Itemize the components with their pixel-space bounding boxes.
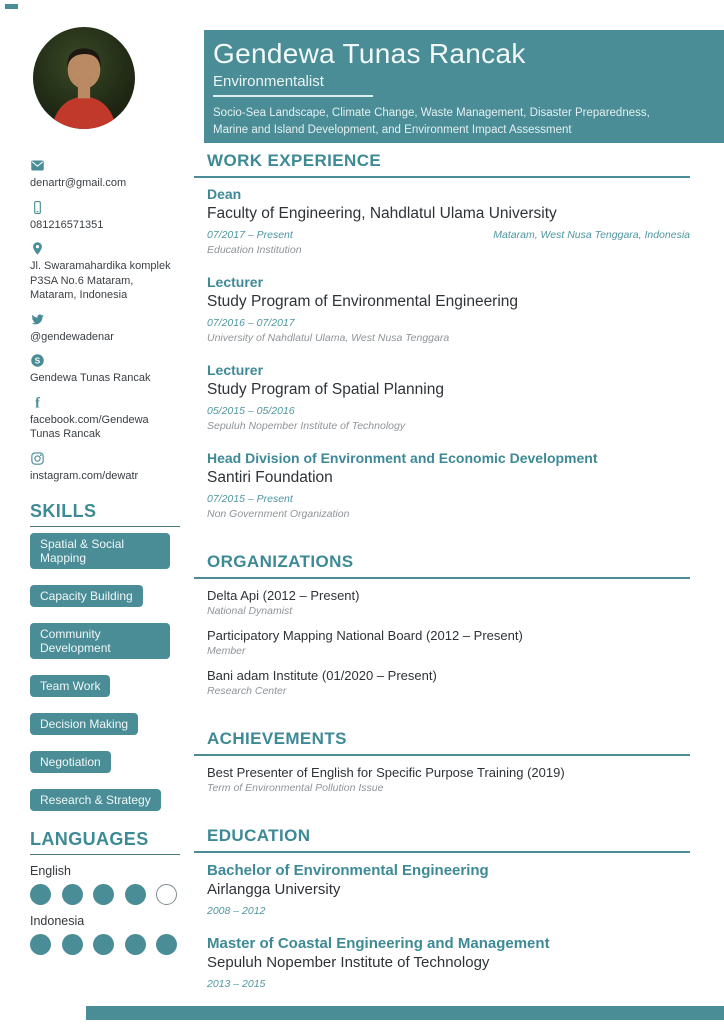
- skill-pill: Team Work: [30, 675, 110, 697]
- language-level-dots: [30, 884, 180, 905]
- job-organization: Santiri Foundation: [207, 469, 333, 486]
- main-column: [207, 150, 690, 1007]
- skills-heading: SKILLS: [30, 501, 180, 527]
- level-dot-filled: [30, 884, 51, 905]
- job-dates: 07/2016 – 07/2017: [207, 317, 295, 329]
- language-name: English: [30, 864, 71, 878]
- organization-name: Participatory Mapping National Board (2012 – Present): [207, 628, 523, 643]
- organization-role: Member: [207, 645, 246, 657]
- title-underline: [213, 95, 373, 97]
- instagram-icon: [30, 451, 45, 466]
- job-title: Lecturer: [207, 274, 264, 290]
- education-dates: 2008 – 2012: [207, 905, 266, 917]
- contact-instagram: [30, 451, 180, 484]
- address-text: Jl. Swaramahardika komplek P3SA No.6 Mataram, Mataram, Indonesia: [30, 260, 171, 301]
- skill-pill: Research & Strategy: [30, 789, 161, 811]
- level-dot-empty: [156, 884, 177, 905]
- contact-skype: [30, 353, 180, 386]
- contact-address: [30, 241, 180, 303]
- achievements-section: [207, 728, 690, 795]
- level-dot-filled: [125, 884, 146, 905]
- job-dates: 05/2015 – 05/2016: [207, 405, 295, 417]
- education-school: Sepuluh Nopember Institute of Technology: [207, 954, 490, 971]
- skill-pill: Spatial & Social Mapping: [30, 533, 170, 569]
- job-organization: Study Program of Environmental Engineering: [207, 293, 519, 310]
- skill-pill: Community Development: [30, 623, 170, 659]
- phone-text: 081216571351: [30, 218, 104, 231]
- language-name: Indonesia: [30, 914, 85, 928]
- skills-list: [30, 533, 180, 811]
- education-degree: Master of Coastal Engineering and Management: [207, 935, 550, 952]
- job-entry: [207, 274, 690, 345]
- instagram-text: instagram.com/dewatr: [30, 469, 139, 482]
- footer-bar: [86, 1006, 724, 1020]
- work-experience-heading: WORK EXPERIENCE: [194, 150, 690, 178]
- job-note: Education Institution: [207, 244, 302, 256]
- job-title: Lecturer: [207, 362, 264, 378]
- person-name: Gendewa Tunas Rancak: [213, 38, 526, 69]
- job-dates: 07/2017 – Present: [207, 229, 293, 241]
- job-organization: Faculty of Engineering, Nahdlatul Ulama University: [207, 205, 557, 222]
- language-level-dots: [30, 934, 180, 955]
- twitter-text: @gendewadenar: [30, 330, 114, 343]
- person-title: Environmentalist: [213, 73, 324, 90]
- skill-pill: Negotiation: [30, 751, 111, 773]
- job-location: Mataram, West Nusa Tenggara, Indonesia: [493, 229, 690, 241]
- organization-name: Bani adam Institute (01/2020 – Present): [207, 668, 437, 683]
- organization-entry: [207, 627, 690, 658]
- skill-pill: Capacity Building: [30, 585, 143, 607]
- profile-photo: [33, 27, 135, 129]
- achievement-name: Best Presenter of English for Specific Purpose Training (2019): [207, 765, 565, 780]
- job-title: Head Division of Environment and Economic Development: [207, 450, 598, 466]
- organizations-heading: ORGANIZATIONS: [194, 551, 690, 579]
- job-entry: [207, 362, 690, 433]
- languages-heading: LANGUAGES: [30, 829, 180, 855]
- organization-role: Research Center: [207, 685, 287, 697]
- job-organization: Study Program of Spatial Planning: [207, 381, 444, 398]
- education-section: [207, 825, 690, 991]
- corner-mark: [5, 4, 18, 9]
- level-dot-filled: [30, 934, 51, 955]
- svg-text:S: S: [34, 356, 41, 366]
- organizations-section: [207, 551, 690, 698]
- header-band: [204, 30, 724, 143]
- twitter-icon: [30, 312, 45, 327]
- contact-email: [30, 158, 180, 191]
- email-text: denartr@gmail.com: [30, 177, 127, 189]
- job-entry: [207, 186, 690, 257]
- phone-icon: [30, 200, 45, 215]
- job-dates: 07/2015 – Present: [207, 493, 293, 505]
- job-note: Non Government Organization: [207, 508, 350, 520]
- job-entry: [207, 450, 690, 521]
- education-dates: 2013 – 2015: [207, 978, 266, 990]
- level-dot-filled: [62, 884, 83, 905]
- organization-entry: [207, 667, 690, 698]
- organization-role: National Dynamist: [207, 605, 293, 617]
- location-icon: [30, 241, 45, 256]
- job-title: Dean: [207, 186, 242, 202]
- sidebar: [30, 152, 180, 955]
- education-heading: EDUCATION: [194, 825, 690, 853]
- summary-text: Socio-Sea Landscape, Climate Change, Waste Management, Disaster Preparedness, Marine and Island Development, and Environment Impact Assessment: [213, 107, 650, 136]
- level-dot-filled: [93, 884, 114, 905]
- language-item: [30, 913, 180, 955]
- person-portrait-placeholder: [33, 27, 135, 129]
- level-dot-filled: [125, 934, 146, 955]
- achievements-heading: ACHIEVEMENTS: [194, 728, 690, 756]
- level-dot-filled: [93, 934, 114, 955]
- organization-name: Delta Api (2012 – Present): [207, 588, 360, 603]
- achievement-entry: [207, 764, 690, 795]
- education-degree: Bachelor of Environmental Engineering: [207, 862, 489, 879]
- education-entry: [207, 861, 690, 918]
- facebook-text: facebook.com/Gendewa Tunas Rancak: [30, 413, 149, 440]
- work-experience-section: [207, 150, 690, 521]
- achievement-note: Term of Environmental Pollution Issue: [207, 782, 384, 794]
- skype-icon: [30, 353, 45, 368]
- job-note: University of Nahdlatul Ulama, West Nusa Tenggara: [207, 332, 450, 344]
- contact-twitter: [30, 312, 180, 345]
- contact-phone: [30, 200, 180, 233]
- job-note: Sepuluh Nopember Institute of Technology: [207, 420, 406, 432]
- mail-icon: [30, 158, 45, 173]
- education-entry: [207, 934, 690, 991]
- svg-text:f: f: [35, 395, 40, 410]
- language-item: [30, 863, 180, 905]
- skill-pill: Decision Making: [30, 713, 138, 735]
- organization-entry: [207, 587, 690, 618]
- education-school: Airlangga University: [207, 881, 341, 898]
- level-dot-filled: [156, 934, 177, 955]
- contact-facebook: [30, 395, 180, 442]
- level-dot-filled: [62, 934, 83, 955]
- facebook-icon: [30, 395, 45, 410]
- skype-text: Gendewa Tunas Rancak: [30, 372, 151, 384]
